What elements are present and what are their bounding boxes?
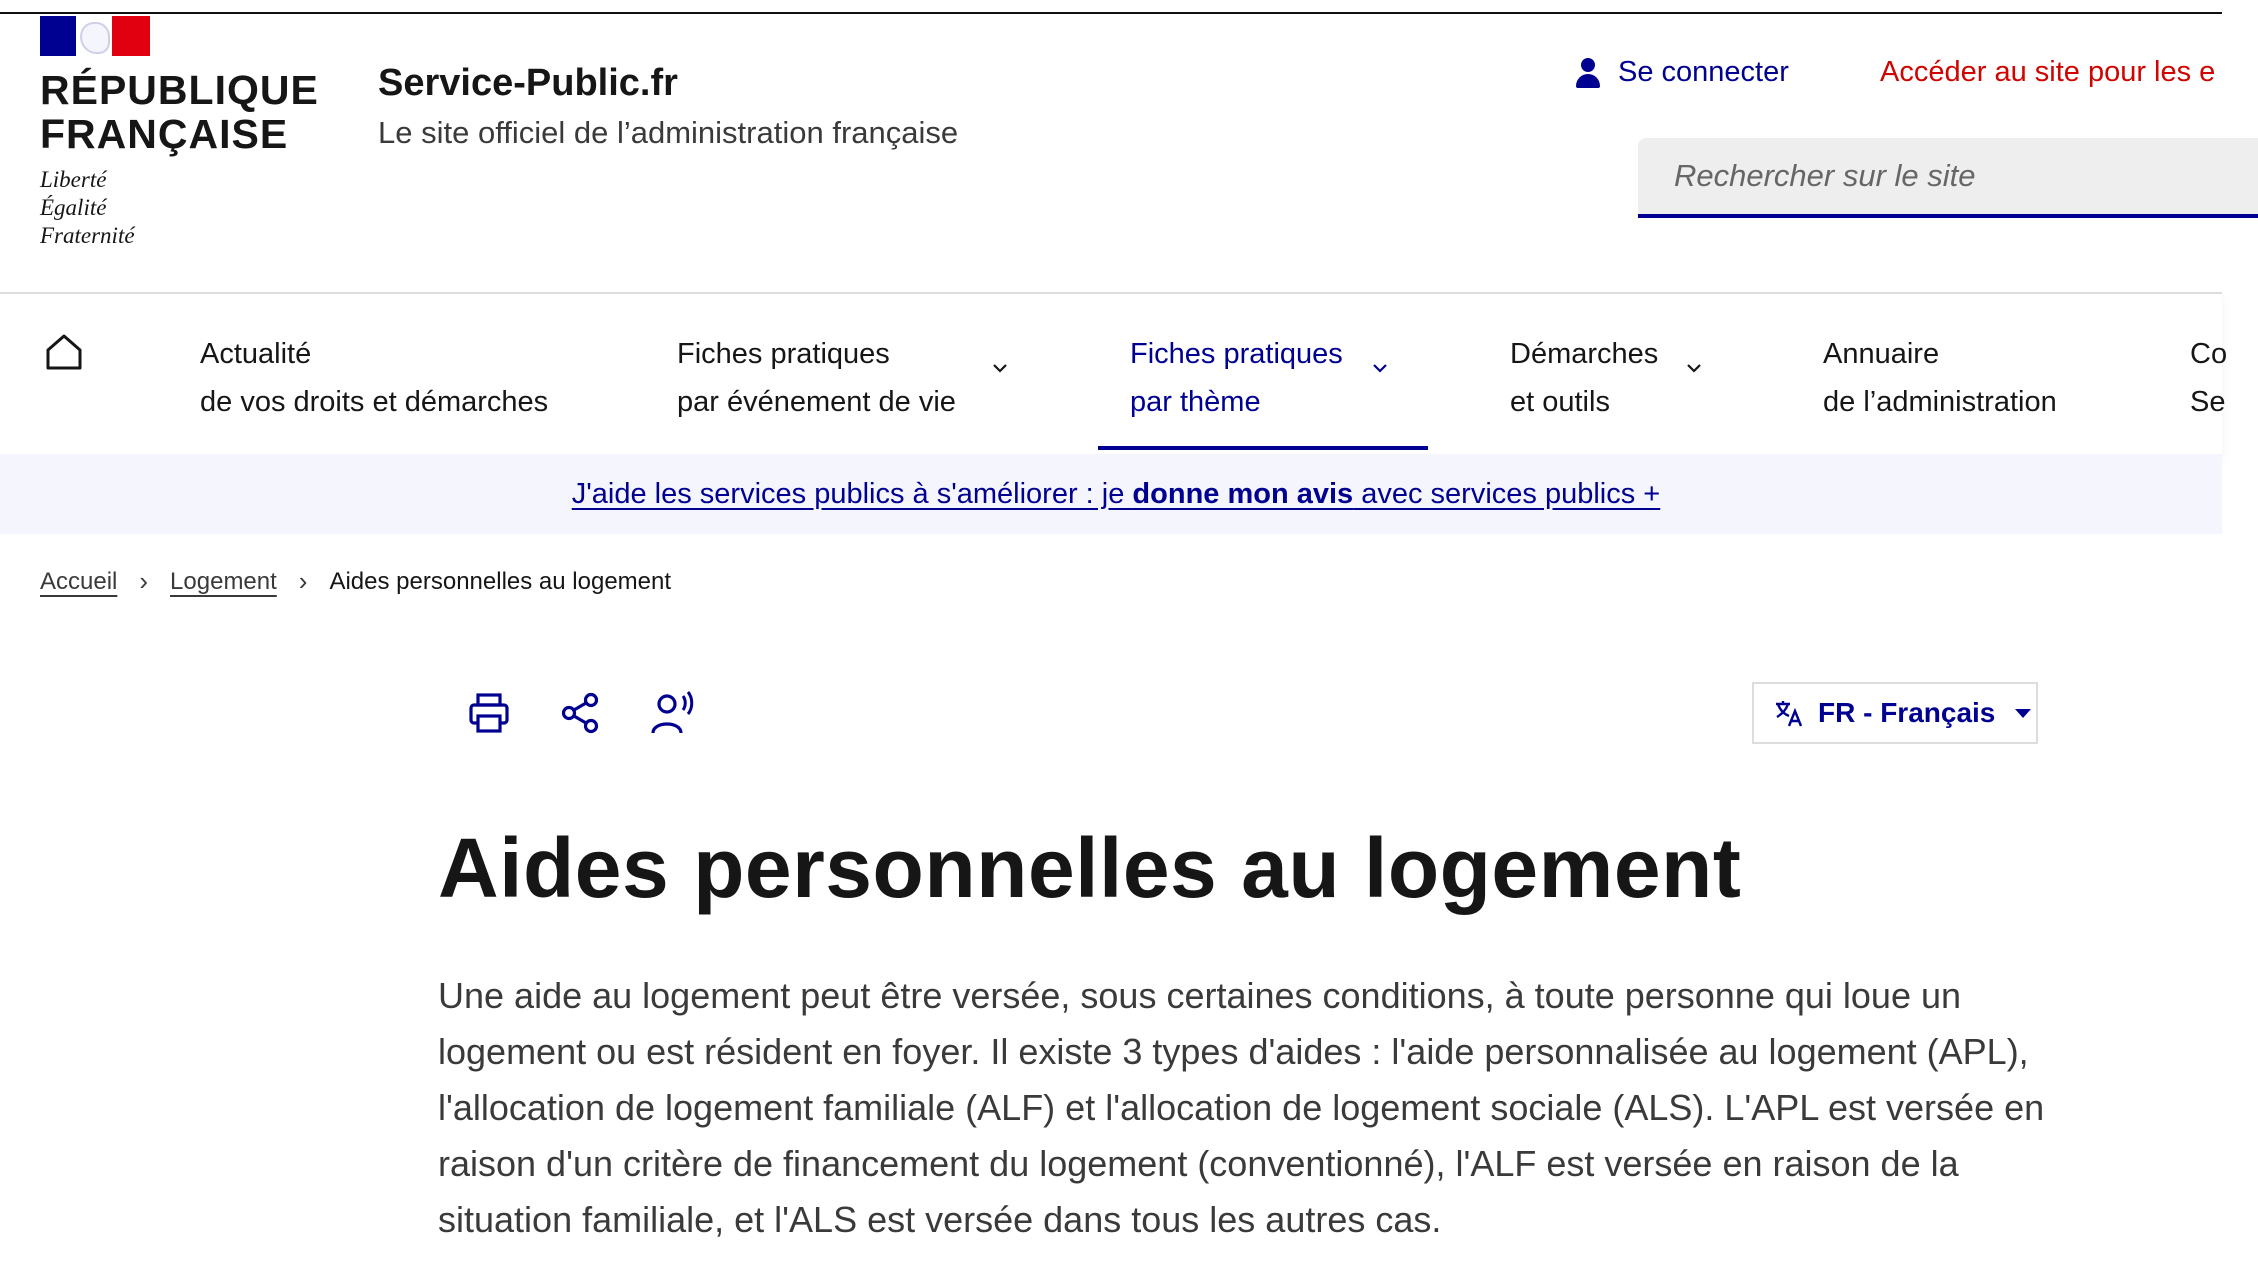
breadcrumb-current: Aides personnelles au logement	[329, 567, 672, 595]
feedback-banner	[0, 454, 2222, 534]
breadcrumb-home[interactable]: Accueil	[40, 567, 118, 595]
brand-title	[40, 68, 319, 156]
nav-item-demarches[interactable]	[1510, 330, 1658, 426]
print-icon[interactable]	[466, 690, 512, 736]
nav-item-actualite[interactable]	[200, 330, 548, 426]
nav-item-label: Annuaire	[1823, 338, 1940, 370]
nav-item-fiches-evenement[interactable]	[677, 330, 956, 426]
nav-item-sublabel: Se	[2190, 386, 2226, 418]
nav-item-sublabel: par thème	[1130, 386, 1261, 418]
service-title-link[interactable]	[378, 62, 958, 151]
listen-icon[interactable]	[650, 690, 696, 736]
home-icon	[44, 332, 84, 372]
nav-item-label: Démarches	[1510, 338, 1659, 370]
chevron-down-icon	[1372, 360, 1388, 376]
user-icon	[1576, 58, 1600, 88]
chevron-right-icon: ›	[139, 566, 149, 596]
nav-item-label: Fiches pratiques	[677, 338, 890, 370]
motto-egalite: Égalité	[40, 195, 107, 220]
site-tagline: Le site officiel de l’administration française	[378, 115, 959, 150]
language-label: FR - Français	[1818, 697, 1996, 728]
feedback-text-after: avec services publics +	[1353, 477, 1661, 510]
nav-item-fiches-theme[interactable]	[1130, 330, 1343, 426]
language-selector[interactable]	[1752, 682, 2038, 744]
chevron-right-icon: ›	[298, 566, 308, 596]
feedback-link[interactable]	[572, 478, 1661, 511]
chevron-down-icon	[1686, 360, 1702, 376]
active-tab-indicator	[1098, 446, 1428, 450]
login-button[interactable]	[1576, 56, 1789, 89]
intro-paragraph: Une aide au logement peut être versée, sous certaines conditions, à toute personne qui loue un logement ou est résident en foyer. Il existe 3 types d'aides : l'aide personnalisée au logement (APL), l'allocation de logement familiale (ALF) et l'allocation de logement sociale (ALS). L'APL est versée en raison d'un critère de financement du logement (conventionné), l'ALF est versée en raison de la situation familiale, et l'ALS est versée dans tous les autres cas.	[438, 975, 2045, 1240]
nav-item-label: Actualité	[200, 338, 312, 370]
feedback-text-bold: donne mon avis	[1132, 477, 1354, 510]
caret-down-icon	[2015, 709, 2031, 718]
brand-line-2: FRANÇAISE	[40, 111, 289, 157]
access-site-link[interactable]: Accéder au site pour les e	[1880, 56, 2216, 88]
nav-item-sublabel: de vos droits et démarches	[200, 386, 549, 418]
site-name: Service-Public.fr	[378, 62, 678, 104]
marianne-flag-icon	[40, 16, 150, 56]
top-border	[0, 0, 2222, 14]
translate-icon	[1774, 698, 1804, 728]
motto-liberte: Liberté	[40, 167, 107, 192]
chevron-down-icon	[992, 360, 1008, 376]
page-title: Aides personnelles au logement	[438, 821, 1742, 915]
breadcrumb-logement[interactable]: Logement	[170, 567, 277, 595]
motto	[40, 166, 319, 250]
search-input[interactable]	[1672, 157, 2258, 195]
nav-item-label: Co	[2190, 338, 2228, 370]
share-icon[interactable]	[558, 690, 604, 736]
breadcrumb	[40, 566, 671, 597]
page-tools	[466, 690, 696, 736]
nav-item-sublabel: de l’administration	[1823, 386, 2057, 418]
republique-francaise-logo[interactable]	[40, 16, 319, 250]
feedback-text-before: J'aide les services publics à s'améliorer : je	[571, 477, 1133, 510]
login-label: Se connecter	[1618, 56, 1789, 88]
main-navigation	[0, 292, 2228, 454]
search-bar	[1638, 138, 2258, 218]
nav-item-sublabel: et outils	[1510, 386, 1610, 418]
nav-item-annuaire[interactable]	[1823, 330, 2057, 426]
brand-line-1: RÉPUBLIQUE	[40, 67, 319, 113]
nav-item-contact[interactable]	[2190, 330, 2227, 426]
nav-item-sublabel: par événement de vie	[677, 386, 956, 418]
nav-item-label: Fiches pratiques	[1130, 338, 1343, 370]
motto-fraternite: Fraternité	[40, 223, 135, 248]
